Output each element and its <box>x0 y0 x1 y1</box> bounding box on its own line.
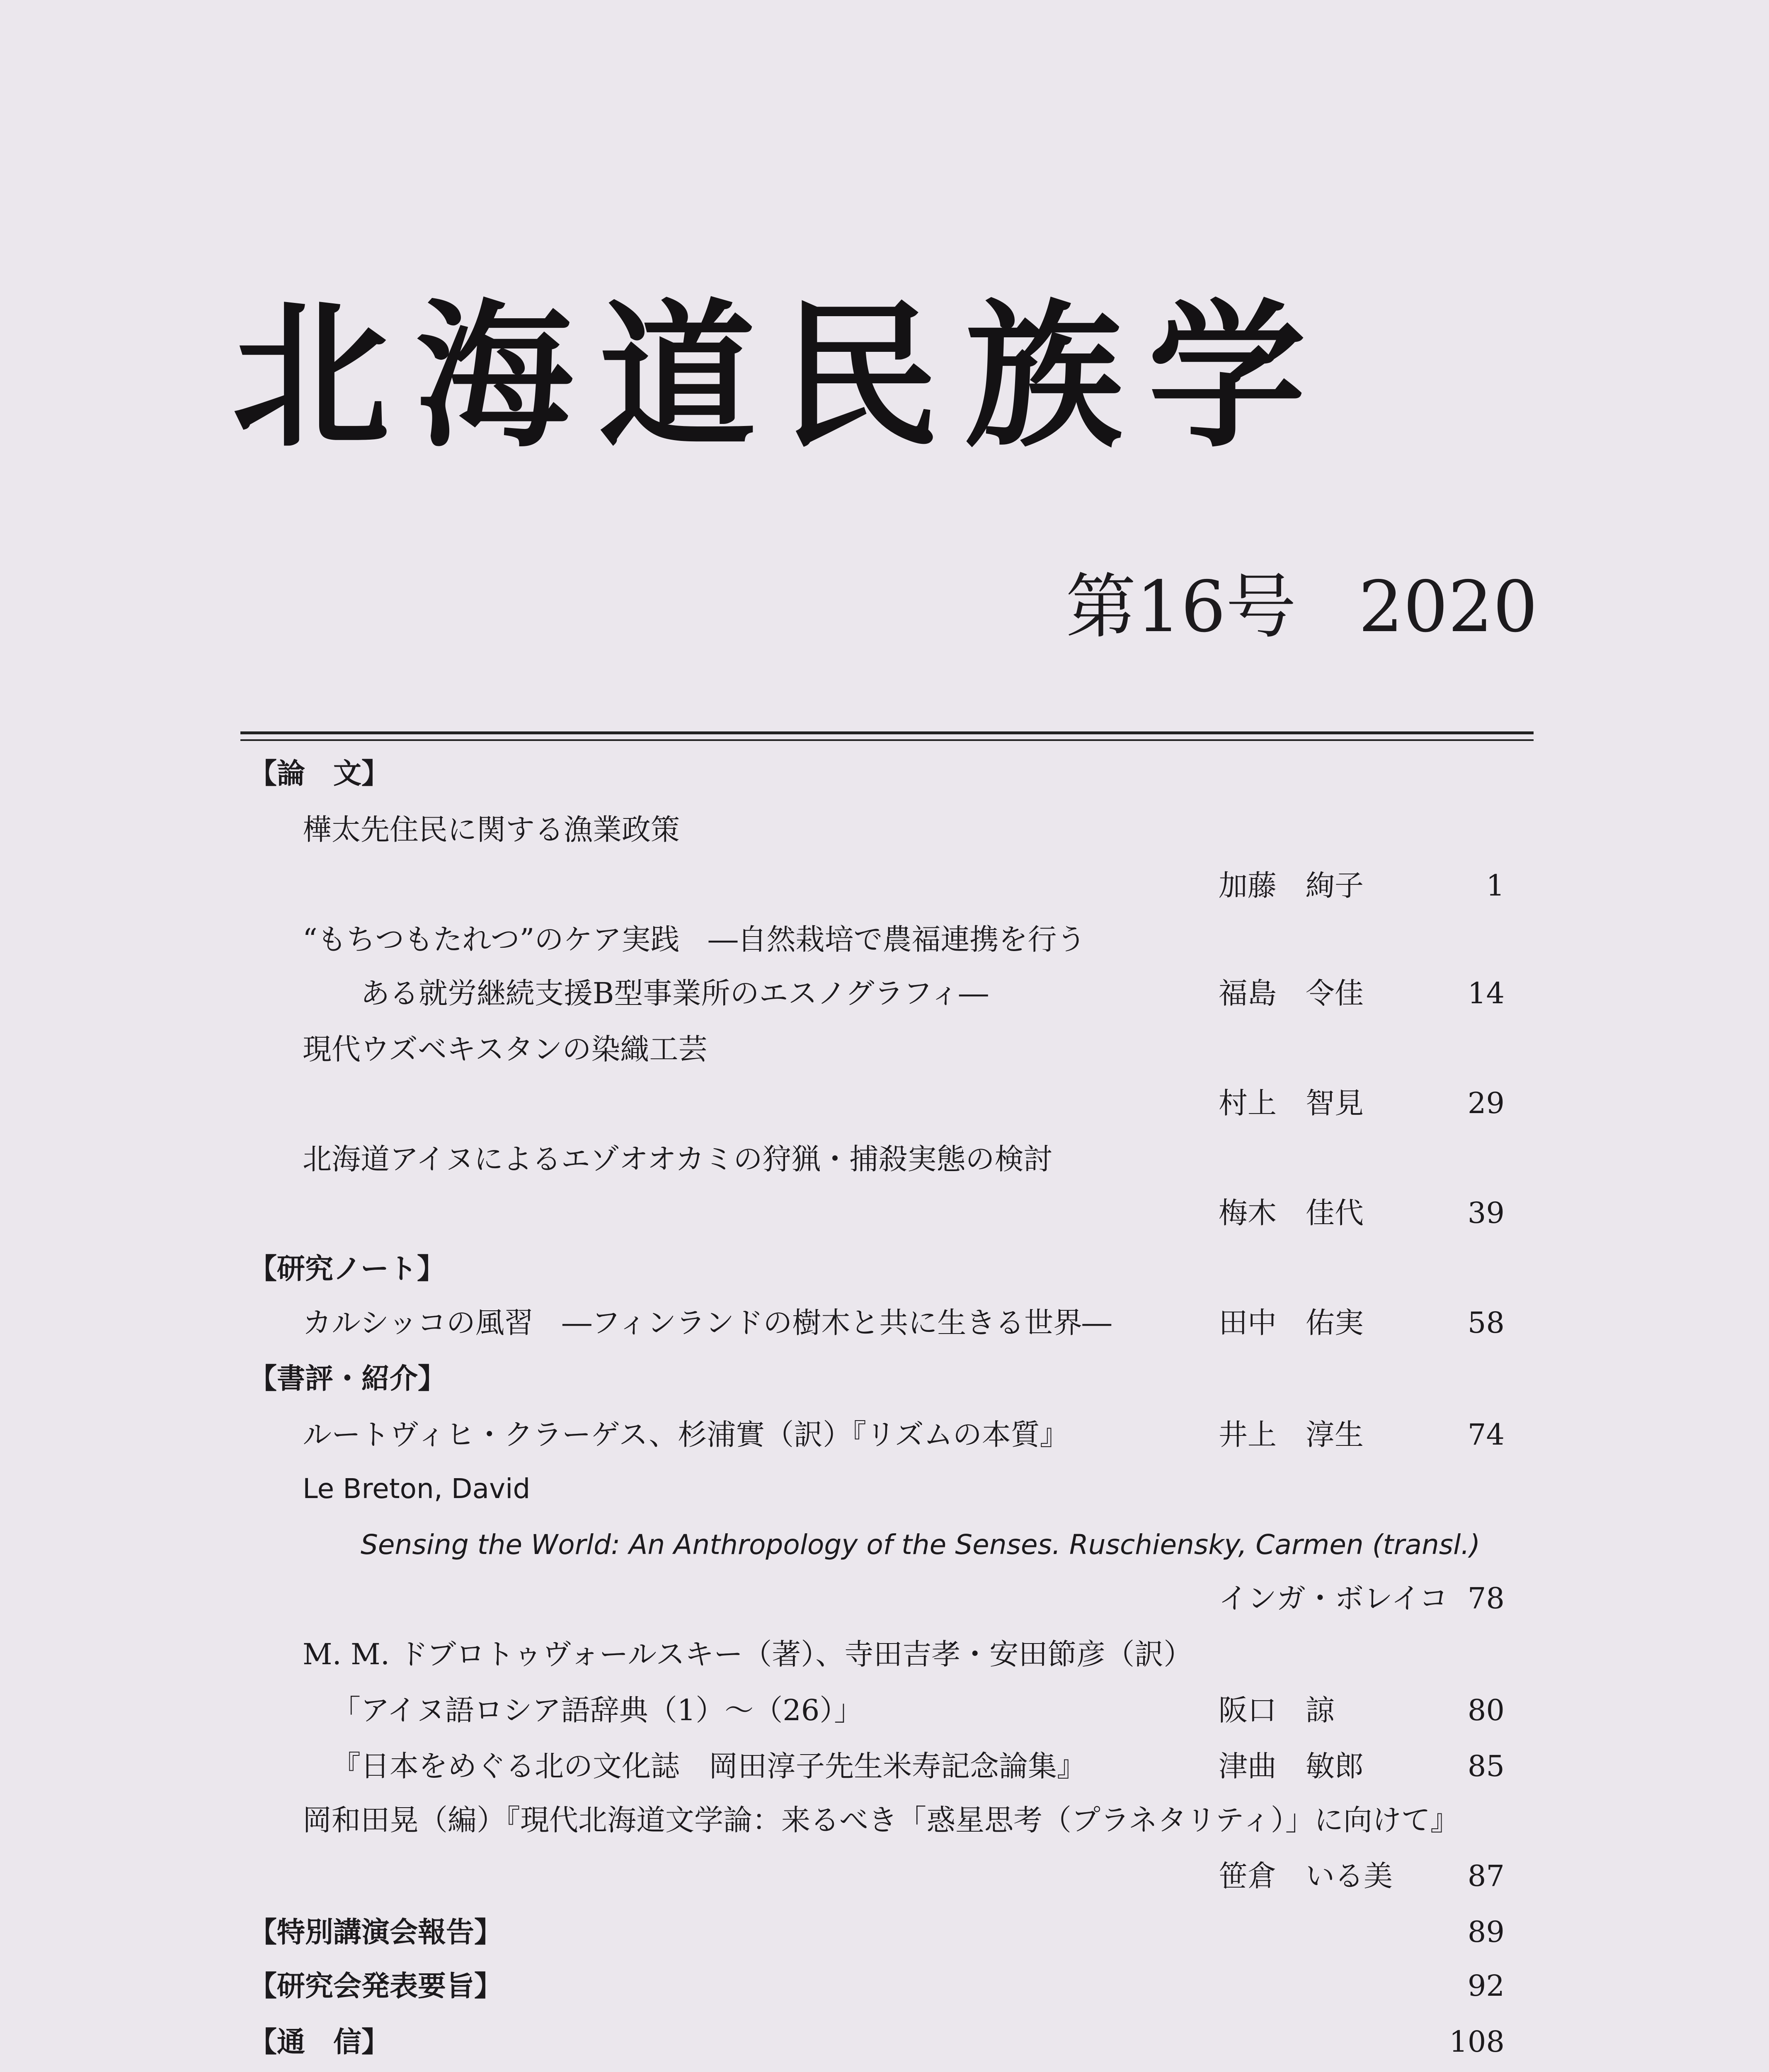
entry-author: 田中 佑実 <box>1219 1306 1364 1340</box>
section-yoshi: 【研究会発表要旨】 <box>249 1970 503 2003</box>
toc-entry-8[interactable] <box>249 1627 1505 1682</box>
entry-title: M. M. ドブロトゥヴォールスキー（著）、寺田吉孝・安田節彦（訳） <box>303 1637 1193 1671</box>
toc-entry-7-subtitle <box>249 1517 1505 1573</box>
entry-page: 78 <box>1467 1581 1505 1615</box>
toc-entry-news[interactable] <box>249 2014 1505 2070</box>
entry-page: 80 <box>1467 1693 1505 1727</box>
top-rule <box>240 731 1534 741</box>
entry-page: 58 <box>1467 1306 1505 1340</box>
entry-page: 14 <box>1467 976 1505 1010</box>
issue-info <box>970 564 1538 651</box>
toc-entry-4[interactable] <box>249 1131 1505 1187</box>
section-shohyo: 【書評・紹介】 <box>249 1363 446 1395</box>
entry-title: カルシッコの風習 ―フィンランドの樹木と共に生きる世界― <box>303 1306 1112 1340</box>
toc-entry-7[interactable] <box>249 1461 1505 1517</box>
entry-title: ルートヴィヒ・クラーゲス、杉浦實（訳）『リズムの本質』 <box>303 1418 1069 1452</box>
entry-title: 『日本をめぐる北の文化誌 岡田淳子先生米寿記念論集』 <box>332 1749 1086 1783</box>
toc-entry-10-meta <box>249 1848 1505 1904</box>
toc-entry-4-meta <box>249 1185 1505 1241</box>
toc-entry-10[interactable] <box>249 1792 1505 1848</box>
entry-subtitle: 「アイヌ語ロシア語辞典（1）～（26）」 <box>332 1693 863 1727</box>
entry-author: 井上 淳生 <box>1219 1418 1364 1452</box>
entry-subtitle: Sensing the World: An Anthropology of the Senses. Ruschiensky, Carmen (transl.) <box>361 1529 1481 1561</box>
entry-title: Le Breton, David <box>303 1473 531 1505</box>
toc-entry-1-meta <box>249 858 1505 914</box>
toc-entry-special-lecture[interactable] <box>249 1904 1505 1960</box>
entry-page: 87 <box>1467 1859 1505 1893</box>
toc-entry-9[interactable] <box>249 1738 1505 1794</box>
toc-entry-2-meta <box>249 966 1505 1021</box>
toc-entry-3-meta <box>249 1075 1505 1131</box>
entry-author: 阪口 諒 <box>1219 1693 1335 1727</box>
entry-author: 梅木 佳代 <box>1219 1196 1364 1230</box>
toc-entry-7-meta <box>249 1571 1505 1627</box>
entry-author: 笹倉 いる美 <box>1219 1859 1393 1893</box>
section-ronbun: 【論 文】 <box>249 758 390 790</box>
entry-title: 北海道アイヌによるエゾオオカミの狩猟・捕殺実態の検討 <box>303 1142 1053 1176</box>
entry-author: インガ・ボレイコ <box>1219 1581 1448 1615</box>
entry-author: 福島 令佳 <box>1219 976 1364 1010</box>
entry-page: 92 <box>1467 1969 1505 2003</box>
entry-page: 85 <box>1467 1749 1505 1783</box>
entry-page: 89 <box>1467 1915 1505 1949</box>
toc-entry-5[interactable] <box>249 1295 1505 1351</box>
entry-page: 29 <box>1467 1086 1505 1120</box>
entry-title: 樺太先住民に関する漁業政策 <box>303 813 680 847</box>
section-tsushin: 【通 信】 <box>249 2026 390 2059</box>
entry-title: 岡和田晃（編）『現代北海道文学論：来るべき「惑星思考（プラネタリティ）」に向けて』 <box>303 1803 1459 1837</box>
entry-subtitle: ある就労継続支援B型事業所のエスノグラフィ― <box>361 976 988 1010</box>
section-kenkyu-note: 【研究ノート】 <box>249 1253 445 1285</box>
journal-title: 北海道民族学 <box>232 285 1331 469</box>
toc-entry-8-meta <box>249 1682 1505 1738</box>
entry-page: 39 <box>1467 1196 1505 1230</box>
entry-title: 現代ウズベキスタンの染織工芸 <box>303 1032 708 1066</box>
toc-entry-6[interactable] <box>249 1407 1505 1463</box>
section-tokubetsu: 【特別講演会報告】 <box>249 1916 503 1949</box>
toc-entry-1[interactable] <box>249 802 1505 858</box>
entry-author: 津曲 敏郎 <box>1219 1749 1364 1783</box>
entry-page: 1 <box>1486 869 1505 903</box>
toc-entry-summaries[interactable] <box>249 1958 1505 2014</box>
entry-author: 村上 智見 <box>1219 1086 1364 1120</box>
issue-number: 第16号 <box>1066 566 1296 648</box>
entry-title: “もちつもたれつ”のケア実践 ―自然栽培で農福連携を行う <box>303 922 1086 956</box>
entry-author: 加藤 絢子 <box>1219 869 1364 903</box>
toc-entry-3[interactable] <box>249 1021 1505 1077</box>
toc-entry-2[interactable] <box>249 912 1505 968</box>
issue-year: 2020 <box>1358 566 1538 648</box>
entry-page: 74 <box>1467 1418 1505 1452</box>
entry-page: 108 <box>1449 2025 1505 2059</box>
